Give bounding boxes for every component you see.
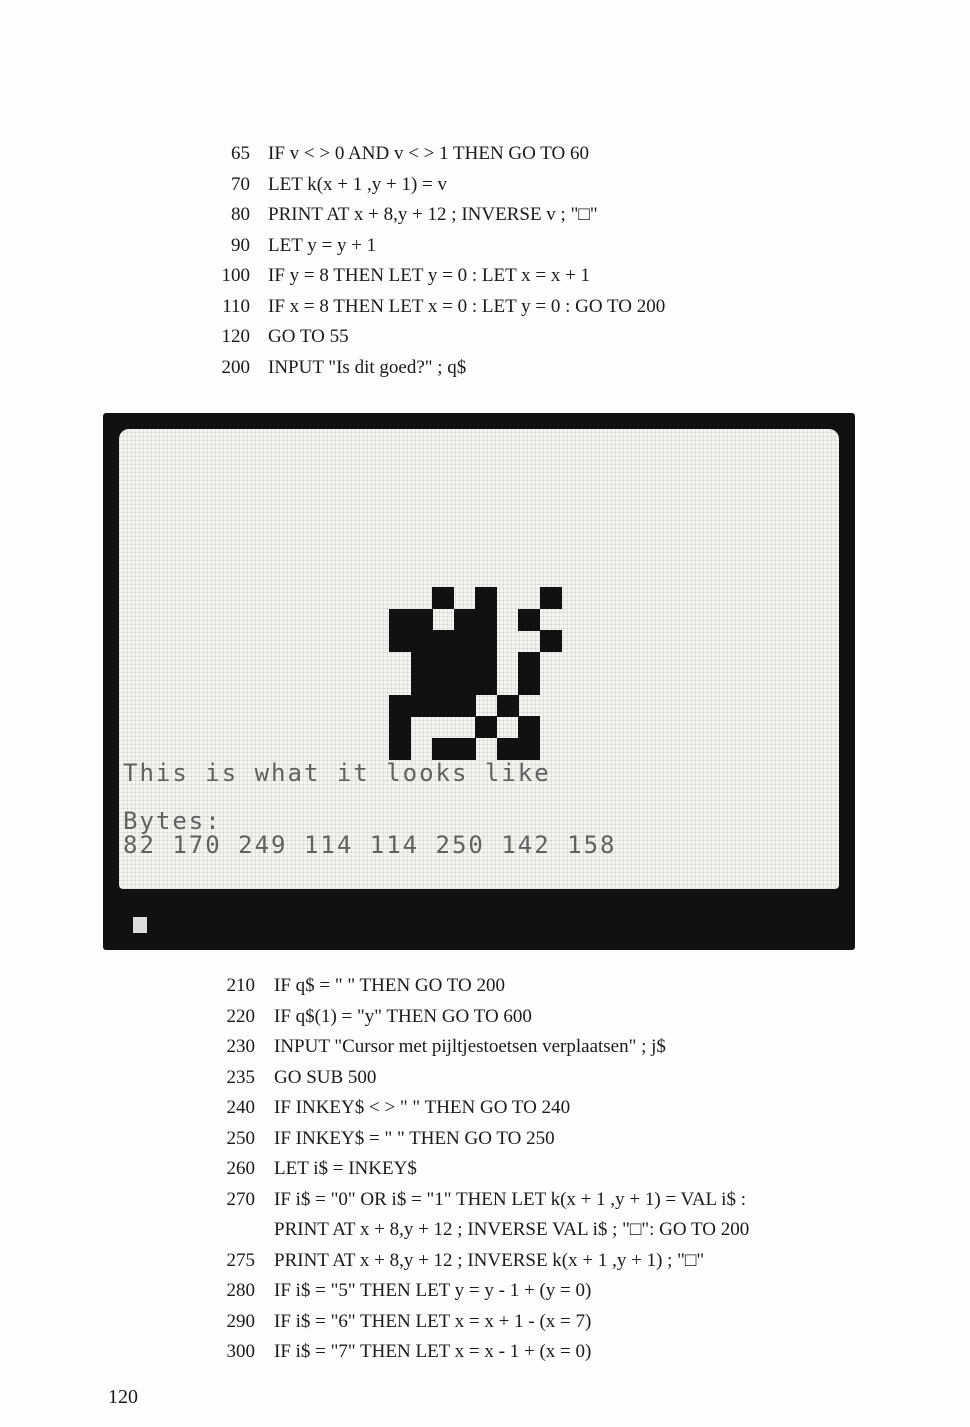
sprite-pixel bbox=[411, 609, 433, 631]
sprite-pixel bbox=[518, 673, 540, 695]
sprite-pixel bbox=[454, 609, 476, 631]
line-number: 110 bbox=[222, 295, 250, 317]
sprite-pixel bbox=[389, 609, 411, 631]
sprite-pixel bbox=[389, 630, 411, 652]
screen-photo bbox=[103, 413, 855, 950]
sprite-pixel bbox=[389, 716, 411, 738]
sprite-pixel bbox=[389, 738, 411, 760]
line-number: 220 bbox=[226, 1005, 255, 1027]
sprite-pixel bbox=[475, 716, 497, 738]
code-text: IF q$(1) = "y" THEN GO TO 600 bbox=[274, 1005, 532, 1027]
sprite-pixel bbox=[475, 630, 497, 652]
sprite-pixel bbox=[432, 587, 454, 609]
line-number: 80 bbox=[231, 204, 250, 225]
code-text: LET y = y + 1 bbox=[268, 234, 377, 256]
code-text: PRINT AT x + 8,y + 12 ; INVERSE VAL i$ ; "□": GO TO 200 bbox=[274, 1219, 750, 1240]
code-text: IF x = 8 THEN LET x = 0 : LET y = 0 : GO TO 200 bbox=[268, 295, 666, 317]
cursor-icon bbox=[133, 917, 147, 933]
sprite-pixel bbox=[518, 716, 540, 738]
line-number: 70 bbox=[231, 173, 250, 195]
sprite-pixel bbox=[454, 695, 476, 717]
sprite-pixel bbox=[540, 587, 562, 609]
sprite-pixel bbox=[411, 652, 433, 674]
computer-screen bbox=[119, 429, 839, 889]
sprite-pixel bbox=[411, 695, 433, 717]
code-text: INPUT "Is dit goed?" ; q$ bbox=[268, 356, 467, 378]
screen-message: This is what it looks like bbox=[123, 759, 551, 787]
sprite-pixel bbox=[540, 630, 562, 652]
page-number: 120 bbox=[108, 1386, 138, 1408]
line-number: 270 bbox=[226, 1188, 255, 1210]
sprite-pixel bbox=[475, 652, 497, 674]
line-number: 200 bbox=[221, 356, 250, 378]
sprite-pixel bbox=[454, 630, 476, 652]
screen-bytes-values: 82 170 249 114 114 250 142 158 bbox=[123, 831, 617, 859]
line-number: 250 bbox=[226, 1127, 255, 1149]
sprite-pixel bbox=[497, 738, 519, 760]
sprite-pixel bbox=[518, 738, 540, 760]
sprite-pixel bbox=[454, 738, 476, 760]
code-text: LET i$ = INKEY$ bbox=[274, 1158, 417, 1179]
sprite-pixel bbox=[389, 695, 411, 717]
sprite-pixel bbox=[454, 652, 476, 674]
sprite-pixel bbox=[411, 673, 433, 695]
line-number: 300 bbox=[226, 1341, 255, 1362]
code-text: IF i$ = "7" THEN LET x = x - 1 + (x = 0) bbox=[274, 1341, 592, 1362]
line-number: 120 bbox=[221, 326, 250, 347]
code-text: PRINT AT x + 8,y + 12 ; INVERSE k(x + 1 ,y + 1) ; "□" bbox=[274, 1249, 705, 1271]
sprite-pixel bbox=[518, 609, 540, 631]
line-number: 240 bbox=[226, 1097, 255, 1118]
code-text: INPUT "Cursor met pijltjestoetsen verplaatsen" ; j$ bbox=[274, 1036, 666, 1057]
line-number: 230 bbox=[226, 1036, 255, 1057]
line-number: 275 bbox=[226, 1249, 255, 1271]
line-number: 100 bbox=[221, 265, 250, 286]
code-text: GO TO 55 bbox=[268, 326, 349, 347]
code-text: PRINT AT x + 8,y + 12 ; INVERSE v ; "□" bbox=[268, 204, 598, 225]
code-text: IF i$ = "0" OR i$ = "1" THEN LET k(x + 1 ,y + 1) = VAL i$ : bbox=[274, 1188, 746, 1210]
sprite-pixel bbox=[475, 609, 497, 631]
code-text: IF INKEY$ = " " THEN GO TO 250 bbox=[274, 1127, 555, 1149]
line-number: 210 bbox=[226, 975, 255, 996]
code-text: IF INKEY$ < > " " THEN GO TO 240 bbox=[274, 1097, 571, 1118]
sprite-pixel bbox=[411, 630, 433, 652]
code-text: IF q$ = " " THEN GO TO 200 bbox=[274, 975, 506, 996]
code-text: IF i$ = "5" THEN LET y = y - 1 + (y = 0) bbox=[274, 1280, 592, 1301]
line-number: 260 bbox=[226, 1158, 255, 1179]
sprite-pixel bbox=[432, 695, 454, 717]
sprite-pixel bbox=[475, 587, 497, 609]
code-text: IF y = 8 THEN LET y = 0 : LET x = x + 1 bbox=[268, 265, 591, 286]
code-text: IF i$ = "6" THEN LET x = x + 1 - (x = 7) bbox=[274, 1310, 592, 1332]
sprite-pixel bbox=[518, 652, 540, 674]
sprite-pixel bbox=[432, 673, 454, 695]
code-text: LET k(x + 1 ,y + 1) = v bbox=[268, 173, 448, 195]
code-text: GO SUB 500 bbox=[274, 1066, 377, 1088]
sprite-pixel bbox=[432, 652, 454, 674]
line-number: 290 bbox=[226, 1310, 255, 1332]
sprite-pixel bbox=[497, 695, 519, 717]
sprite-pixel bbox=[432, 630, 454, 652]
line-number: 65 bbox=[231, 143, 250, 164]
line-number: 235 bbox=[226, 1066, 255, 1088]
sprite-pixel bbox=[432, 738, 454, 760]
line-number: 280 bbox=[226, 1280, 255, 1301]
sprite-pixel bbox=[454, 673, 476, 695]
line-number: 90 bbox=[231, 234, 250, 256]
code-text: IF v < > 0 AND v < > 1 THEN GO TO 60 bbox=[268, 143, 590, 164]
sprite-pixel bbox=[475, 673, 497, 695]
screen-bytes-label: Bytes: bbox=[123, 807, 222, 835]
